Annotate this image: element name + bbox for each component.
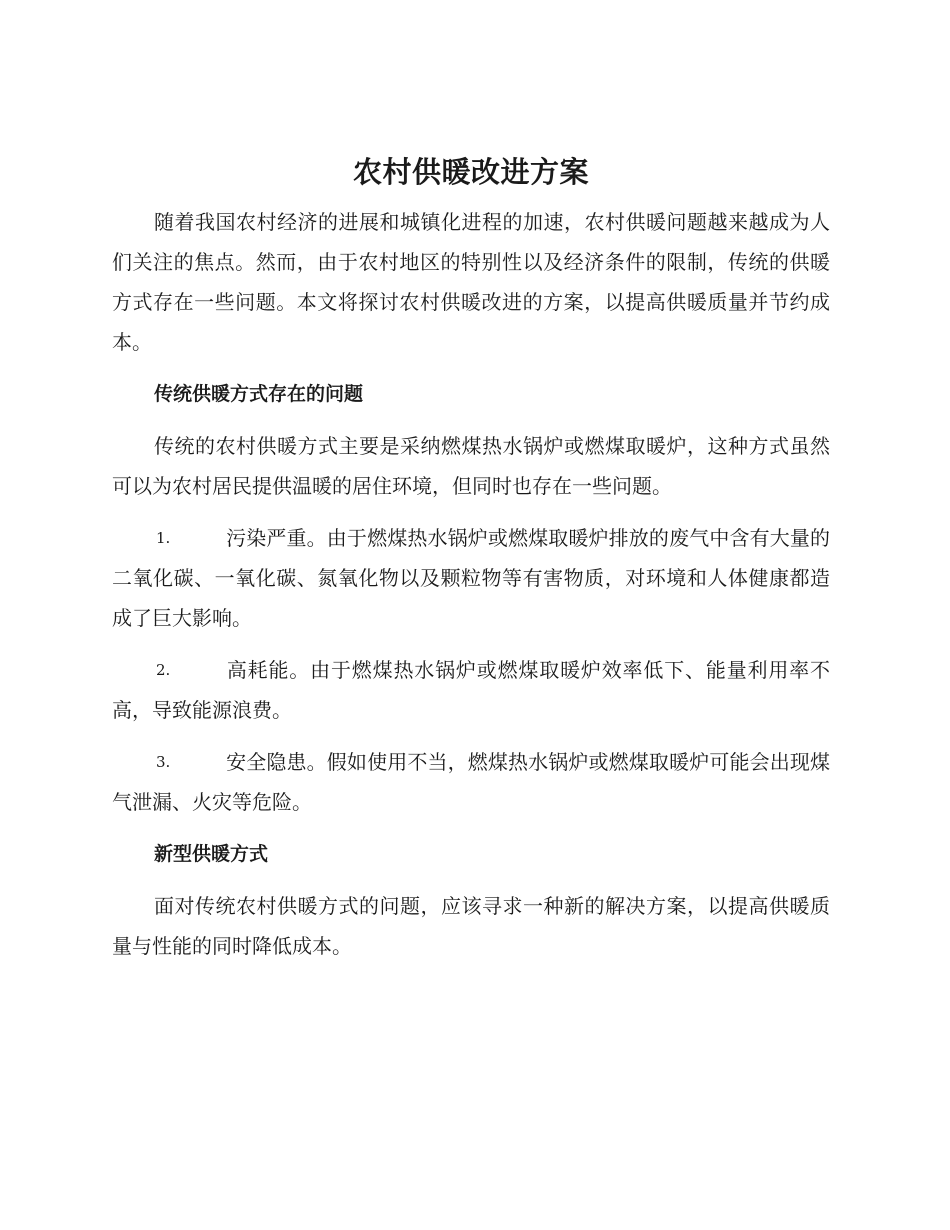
section-paragraph-new: 面对传统农村供暖方式的问题，应该寻求一种新的解决方案，以提高供暖质量与性能的同时降低成本。 bbox=[112, 894, 830, 958]
intro-paragraph: 随着我国农村经济的进展和城镇化进程的加速，农村供暖问题越来越成为人们关注的焦点。然而，由于农村地区的特别性以及经济条件的限制，传统的供暖方式存在一些问题。本文将探讨农村供暖改进的方案，以提高供暖质量并节约成本。 bbox=[112, 210, 830, 354]
list-item bbox=[112, 650, 830, 730]
section-paragraph-traditional: 传统的农村供暖方式主要是采纳燃煤热水锅炉或燃煤取暖炉，这种方式虽然可以为农村居民提供温暖的居住环境，但同时也存在一些问题。 bbox=[112, 434, 830, 498]
list-item-number: 2. bbox=[156, 661, 171, 679]
document-page bbox=[112, 150, 830, 978]
list-item-text: 高耗能。由于燃煤热水锅炉或燃煤取暖炉效率低下、能量利用率不高，导致能源浪费。 bbox=[112, 658, 830, 722]
list-item-number: 1. bbox=[156, 529, 171, 547]
list-item-number: 3. bbox=[156, 753, 171, 771]
list-item bbox=[112, 742, 830, 822]
list-item bbox=[112, 518, 830, 638]
list-item-text: 安全隐患。假如使用不当，燃煤热水锅炉或燃煤取暖炉可能会出现煤气泄漏、火灾等危险。 bbox=[112, 750, 830, 814]
section-heading-new: 新型供暖方式 bbox=[154, 843, 269, 865]
section-heading-traditional: 传统供暖方式存在的问题 bbox=[154, 383, 364, 405]
document-title: 农村供暖改进方案 bbox=[352, 155, 589, 189]
list-item-text: 污染严重。由于燃煤热水锅炉或燃煤取暖炉排放的废气中含有大量的二氧化碳、一氧化碳、氮氧化物以及颗粒物等有害物质，对环境和人体健康都造成了巨大影响。 bbox=[112, 526, 830, 630]
